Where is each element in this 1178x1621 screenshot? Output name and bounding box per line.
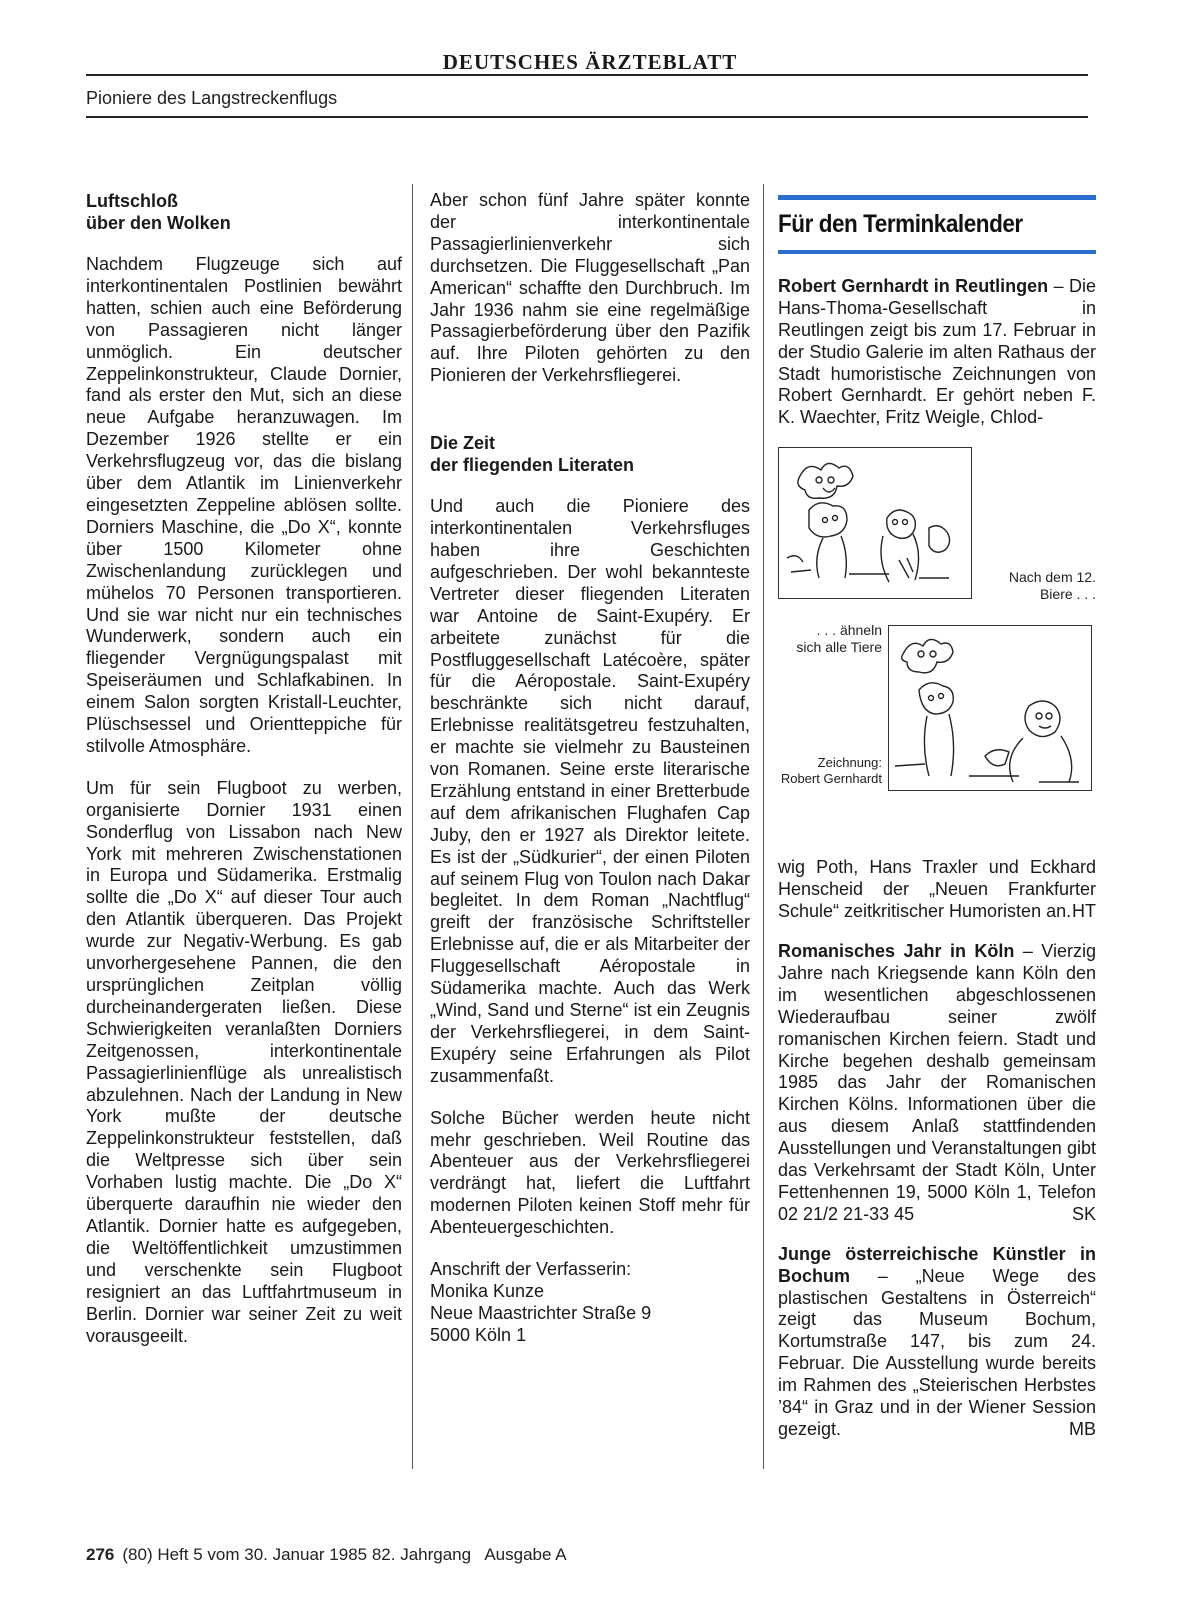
column-divider-left	[412, 184, 413, 1469]
paragraph: Solche Bücher werden heute nicht mehr geschrieben. Weil Routine das Abenteuer aus der Verkehrsfliegerei verdrängt hat, liefert die Luftfahrt modernen Piloten keinen Stoff mehr für Abenteuergeschichten.	[430, 1107, 750, 1238]
blue-rule-bottom	[778, 250, 1096, 254]
cartoon-1	[778, 447, 972, 599]
event-item: Junge österreichische Künstler in Bochum – „Neue Wege des plastischen Gestaltens in Österreich“ zeigt das Museum Bochum, Kortumstraße 147, bis zum 24. Februar. Die Ausstellung wurde bereits im Rahmen des „Steierischen Herbstes ’84“ in Graz und in der Wiener Session gezeigt. MB	[778, 1243, 1096, 1439]
author-address: Anschrift der Verfasserin: Monika Kunze Neue Maastrichter Straße 9 5000 Köln 1	[430, 1259, 652, 1345]
event-item: Robert Gernhardt in Reutlingen – Die Hans-Thoma-Gesellschaft in Reutlingen zeigt bis zum 17. Februar in der Studio Galerie im alten Rathaus der Stadt humoristische Zeichnungen von Robert Gernhardt. Er gehört neben F. K. Waechter, Fritz Weigle, Chlod-	[778, 275, 1096, 428]
cartoon-drawing-1	[779, 448, 971, 598]
masthead: DEUTSCHES ÄRZTEBLATT	[442, 50, 738, 74]
paragraph: Um für sein Flugboot zu werben, organisierte Dornier 1931 einen Sonderflug von Lissabon nach New York mit mehreren Zwischenstationen in Europa und Südamerika. Erstmalig sollte die „Do X“ auf dieser Tour auch den Atlantik überqueren. Das Projekt wurde zur Negativ-Werbung. Es gab unvorhergesehene Pannen, die den ursprünglichen Zeitplan völlig durcheinandergeraten ließen. Diese Schwierigkeiten veranlaßten Dorniers Zeitgenossen, interkontinentale Passagierlinienflüge als unrealistisch abzulehnen. Nach der Landung in New York mußte der deutsche Zeppelinkonstrukteur feststellen, daß die Weltpresse sich über sein Vorhaben lustig machte. Die „Do X“ überquerte daraufhin nie wieder den Atlantik. Dornier hatte es aufgegeben, die Weltöffentlichkeit umzustimmen und verschenkte sein Flugboot resigniert an das Luftfahrtmuseum in Berlin. Dornier war seiner Zeit zu weit vorausgeeilt.	[86, 777, 402, 1346]
issue-info: (80) Heft 5 vom 30. Januar 1985 82. Jahrgang Ausgabe A	[122, 1545, 567, 1564]
masthead-rule	[86, 74, 1088, 76]
event-item-continued: wig Poth, Hans Traxler und Eckhard Henscheid der „Neuen Frankfurter Schule“ zeitkritischer Humoristen an. HT	[778, 857, 1096, 922]
sidebar-title: Für den Terminkalender	[778, 210, 1023, 238]
cartoon-drawing-2	[889, 626, 1091, 790]
cartoon-area	[778, 447, 1096, 847]
paragraph: Nachdem Flugzeuge sich auf interkontinentalen Postlinien bewährt hatten, schien auch eine Beförderung von Passagieren nicht länger unmöglich. Ein deutscher Zeppelinkonstrukteur, Claude Dornier, fand als erster den Mut, sich an diese neue Aufgabe heranzuwagen. Im Dezember 1926 stellte er ein Verkehrsflugzeug vor, das die bislang über dem Atlantik im Linienverkehr eingesetzten Zeppeline ablösen sollte. Dorniers Maschine, die „Do X“, konnte über 1500 Kilometer ohne Zwischenlandung zurücklegen und mühelos 70 Personen transportieren. Und sie war nicht nur ein technisches Wunderwerk, sondern auch ein fliegender Vergnügungspalast mit Speiseräumen und Schlafkabinen. In einem Salon sorgten Kristall-Leuchter, Plüschsessel und Orientteppiche für stilvolle Atmosphäre.	[86, 254, 402, 756]
event-item: Romanisches Jahr in Köln – Vierzig Jahre nach Kriegsende kann Köln den im wesentlichen abgeschlossenen Wiederaufbau seiner zwölf romanischen Kirchen feiern. Stadt und Kirche begehen deshalb gemeinsam 1985 das Jahr der Romanischen Kirchen Kölns. Informationen über die aus diesem Anlaß stattfindenden Ausstellungen und Veranstaltungen gibt das Verkehrsamt der Stadt Köln, Unter Fettenhennen 19, 5000 Köln 1, Telefon 02 21/2 21-33 45 SK	[778, 940, 1096, 1224]
column-divider-right	[763, 184, 764, 1469]
paragraph: Aber schon fünf Jahre später konnte der interkontinentale Passagierlinienverkehr sich durchsetzen. Die Fluggesellschaft „Pan American“ schaffte den Durchbruch. Im Jahr 1936 nahm sie eine regelmäßige Passagierbeförderung über den Pazifik auf. Ihre Piloten gehörten zu den Pionieren der Verkehrsfliegerei.	[430, 190, 750, 386]
blue-rule-top	[778, 195, 1096, 200]
section-rule	[86, 116, 1088, 118]
page-footer	[86, 1545, 567, 1565]
subheading-luftschloss: Luftschloß über den Wolken	[86, 191, 231, 233]
cartoon-credit: Zeichnung: Robert Gernhardt	[780, 755, 882, 787]
subheading-literaten: Die Zeit der fliegenden Literaten	[430, 433, 635, 476]
paragraph: Und auch die Pioniere des interkontinentalen Verkehrsfluges haben ihre Geschichten aufgeschrieben. Der wohl bekannteste Vertreter dieser fliegenden Literaten war Antoine de Saint-Exupéry. Er arbeitete zunächst für die Postfluggesellschaft Latécoère, später für die Aéropostale. Saint-Exupéry beschränkte sich nicht darauf, Erlebnisse realitätsgetreu festzuhalten, er machte sie vielmehr zu Bausteinen von Romanen. Seine erste literarische Erzählung entstand in einer Bretterbude auf dem afrikanischen Flughafen Cap Juby, den er 1927 als Direktor leitete. Es ist der „Südkurier“, der einen Piloten auf seinem Flug von Toulon nach Dakar begleitet. In dem Roman „Nachtflug“ greift der französische Schriftsteller Erlebnisse auf, die er als Mitarbeiter der Fluggesellschaft Aéropostale in Südamerika machte. Auch das Werk „Wind, Sand und Sterne“ ist ein Zeugnis der Verkehrsfliegerei, in dem Saint-Exupéry seine Erfahrungen als Pilot zusammenfaßt.	[430, 496, 750, 1086]
cartoon-caption-1: Nach dem 12. Biere . . .	[1008, 569, 1096, 603]
section-title: Pioniere des Langstreckenflugs	[86, 88, 338, 108]
cartoon-caption-2: . . . ähneln sich alle Tiere	[796, 622, 882, 656]
page-number: 276	[86, 1545, 115, 1564]
cartoon-2	[888, 625, 1092, 791]
sidebar-terminkalender	[778, 195, 1096, 1459]
article-column-2	[430, 190, 750, 1367]
article-column-1	[86, 190, 402, 1367]
